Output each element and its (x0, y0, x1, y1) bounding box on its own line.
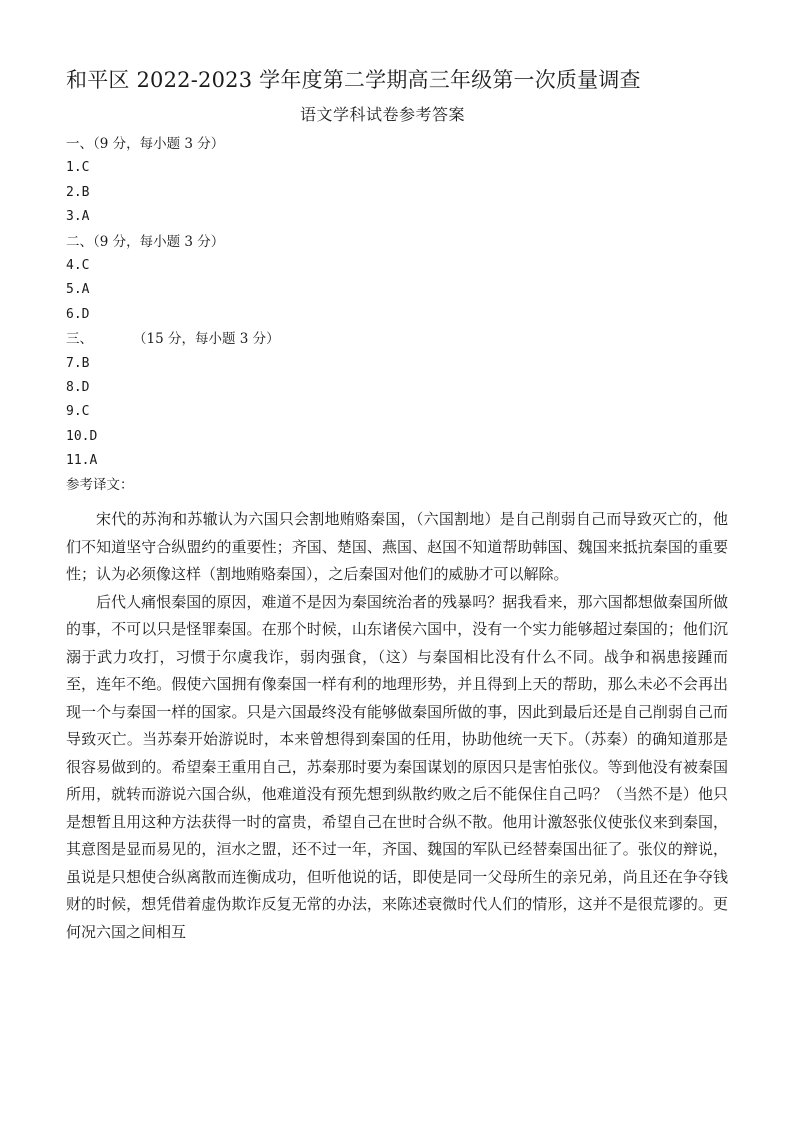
answer-item: 7.B (66, 355, 90, 371)
section-heading (66, 230, 280, 254)
answer-list (66, 132, 280, 498)
section-heading (66, 132, 280, 156)
answer-item: 11.A (66, 453, 98, 469)
answer-item: 2.B (66, 184, 90, 200)
document-title: 和平区 2022-2023 学年度第二学期高三年级第一次质量调查 (66, 68, 641, 92)
translation-paragraph: 后代人痛恨秦国的原因，难道不是因为秦国统治者的残暴吗？据我看来，那六国都想做秦国所做的事，不可以只是怪罪秦国。在那个时候，山东诸侯六国中，没有一个实力能够超过秦国的；他们沉溺于武力攻打，习惯于尔虞我诈，弱肉强食，（这）与秦国相比没有什么不同。战争和祸患接踵而至，连年不绝。假使六国拥有像秦国一样有利的地理形势，并且得到上天的帮助，那么未必不会再出现一个与秦国一样的国家。只是六国最终没有能够做秦国所做的事，因此到最后还是自己削弱自己而导致灭亡。当苏秦开始游说时，本来曾想得到秦国的任用，协助他统一天下。（苏秦）的确知道那是很容易做到的。希望秦王重用自己，苏秦那时要为秦国谋划的原因只是害怕张仪。等到他没有被秦国所用，就转而游说六国合纵，他难道没有预先想到纵散约败之后不能保住自己吗？（当然不是）他只是想暂且用这种方法获得一时的富贵，希望自己在世时合纵不散。他用计激怒张仪使张仪来到秦国，其意图是显而易见的，洹水之盟，还不过一年，齐国、魏国的军队已经替秦国出征了。张仪的辩说，虽说是只想使合纵离散而连衡成功，但听他说的话，即使是同一父母所生的亲兄弟，尚且还在争夺钱财的时候，想凭借着虚伪欺诈反复无常的办法，来陈述衰微时代人们的情形，这并不是很荒谬的。更何况六国之间相互 (66, 592, 728, 941)
answer-item: 9.C (66, 404, 90, 420)
section-number: 二、 (66, 233, 93, 250)
section-heading (66, 327, 280, 351)
answer-item: 8.D (66, 379, 90, 395)
section-score: （9 分，每小题 3 分） (93, 233, 225, 250)
section-number: 三、 (66, 331, 93, 348)
answer-item: 3.A (66, 209, 90, 225)
section-score: （15 分，每小题 3 分） (133, 331, 280, 348)
translation-paragraph: 宋代的苏洵和苏辙认为六国只会割地贿赂秦国，（六国割地）是自己削弱自己而导致灭亡的，他们不知道坚守合纵盟约的重要性；齐国、楚国、燕国、赵国不知道帮助韩国、魏国来抵抗秦国的重要性；认为必须像这样（割地贿赂秦国），之后秦国对他们的威胁才可以解除。 (66, 510, 728, 583)
answer-item: 5.A (66, 282, 90, 298)
translation-body (66, 506, 728, 946)
answer-item: 10.D (66, 428, 98, 444)
answer-item: 1.C (66, 160, 90, 176)
translation-label: 参考译文： (66, 477, 134, 494)
section-score: （9 分，每小题 3 分） (93, 136, 225, 152)
answer-item: 6.D (66, 306, 90, 322)
answer-item: 4.C (66, 257, 90, 273)
section-number: 一、 (66, 136, 93, 152)
document-subtitle: 语文学科试卷参考答案 (300, 105, 466, 124)
